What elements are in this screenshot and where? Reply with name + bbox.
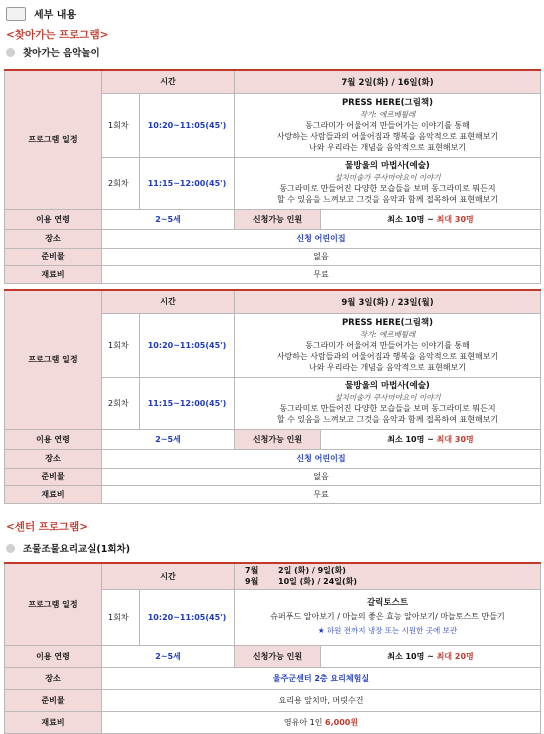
- capacity-label: 신청가능 인원: [235, 210, 321, 229]
- bullet-dot-icon: [6, 544, 15, 553]
- capacity-cell: [235, 209, 541, 229]
- age-value: 2~5세: [102, 645, 235, 667]
- date-month: 7월: [245, 565, 259, 575]
- fee-label: 재료비: [5, 485, 102, 503]
- program-label: 프로그램 일정: [5, 563, 102, 645]
- capacity-max: 최대 30명: [436, 434, 474, 444]
- session-number: 2회차: [102, 157, 140, 209]
- session-note: [235, 624, 540, 638]
- star-icon: ★: [317, 626, 325, 635]
- session-time: 10:20~11:05(45'): [140, 589, 235, 645]
- session-title: 물방울의 마법사(예술): [345, 161, 430, 171]
- session-number: 1회차: [102, 93, 140, 157]
- prep-value: 없음: [102, 248, 541, 265]
- place-label: 장소: [5, 449, 102, 468]
- age-value: 2~5세: [102, 429, 235, 449]
- program-table-september: [4, 289, 541, 504]
- fee-prefix: 영유아 1인: [283, 717, 323, 727]
- session-title: PRESS HERE(그림책): [341, 97, 434, 108]
- capacity-min: 최소 10명 ~: [387, 214, 434, 224]
- place-value: 신청 어린이집: [102, 229, 541, 248]
- session-title: 물방울의 마법사(예술): [345, 381, 430, 391]
- session-description: [235, 313, 541, 377]
- capacity-value: [321, 210, 540, 229]
- time-header: 시간: [102, 70, 235, 93]
- prep-value: 없음: [102, 468, 541, 485]
- date-list: [235, 563, 541, 589]
- session-line: 할 수 있음을 느껴보고 그것을 음악과 함께 접목하여 표현해보기: [276, 195, 499, 204]
- session-line: 동그라미가 어울어져 만들어가는 이야기를 통해: [305, 340, 470, 350]
- session-line: 사랑하는 사람들과의 어울어짐과 행복을 음악적으로 표현해보기: [276, 351, 499, 361]
- date-month: 9월: [245, 577, 259, 587]
- session-line: 슈퍼푸드 알아보기 / 마늘의 좋은 효능 알아보기/ 마늘토스트 만들기: [270, 612, 505, 621]
- capacity-label: 신청가능 인원: [235, 646, 321, 667]
- session-description: [235, 157, 541, 209]
- date-row: [245, 565, 540, 577]
- prep-value: 요리용 앞치마, 머릿수건: [102, 689, 541, 711]
- age-label: 이용 연령: [5, 645, 102, 667]
- place-label: 장소: [5, 667, 102, 689]
- date-header: 7월 2일(화) / 16일(화): [235, 70, 541, 93]
- section2-title: <센터 프로그램>: [6, 521, 89, 533]
- place-value: 신청 어린이집: [102, 449, 541, 468]
- section2-subtitle: [6, 541, 130, 555]
- fee-value: 무료: [102, 485, 541, 503]
- capacity-label: 신청가능 인원: [235, 430, 321, 449]
- date-header: 9월 3일(화) / 23일(월): [235, 290, 541, 313]
- session-author: 설치미술가 쿠사마야요이 이야기: [334, 393, 441, 402]
- date-days: 2일 (화) / 9일(화): [278, 565, 346, 575]
- session-number: 2회차: [102, 377, 140, 429]
- fee-value: 무료: [102, 265, 541, 283]
- session-description: [235, 377, 541, 429]
- place-value: 울주군센터 2층 요리체험실: [102, 667, 541, 689]
- session-line: 동그라미로 만들어진 다양한 모습들을 보며 동그라미로 뭐든지: [279, 404, 496, 413]
- section2-subtitle-text: 조물조물요리교실(1회차): [23, 544, 131, 555]
- capacity-value: [321, 430, 540, 449]
- program-table-july: [4, 69, 541, 284]
- section1-title: <찾아가는 프로그램>: [6, 29, 109, 41]
- age-label: 이용 연령: [5, 429, 102, 449]
- session-author: 작가: 에르베튈레: [359, 109, 416, 119]
- place-label: 장소: [5, 229, 102, 248]
- session-author: 작가: 에르베튈레: [359, 329, 416, 339]
- prep-label: 준비물: [5, 689, 102, 711]
- session-time: 11:15~12:00(45'): [140, 377, 235, 429]
- session-number: 1회차: [102, 589, 140, 645]
- capacity-cell: [235, 645, 541, 667]
- details-header-title: 세부 내용: [34, 10, 77, 21]
- time-header: 시간: [102, 563, 235, 589]
- capacity-value: [321, 646, 540, 667]
- details-header: [6, 6, 76, 21]
- date-days: 10일 (화) / 24일(화): [278, 577, 358, 587]
- session-line: 할 수 있음을 느껴보고 그것을 음악과 함께 접목하여 표현해보기: [276, 415, 499, 424]
- session-line: 나와 우리라는 개념을 음악적으로 표현해보기: [308, 142, 466, 152]
- session-line: 동그라미로 만들어진 다양한 모습들을 보며 동그라미로 뭐든지: [279, 184, 496, 193]
- session-title: 갈릭토스트: [366, 598, 409, 608]
- session-line: 사랑하는 사람들과의 어울어짐과 행복을 음악적으로 표현해보기: [276, 131, 499, 141]
- bullet-dot-icon: [6, 48, 15, 57]
- session-description: [235, 589, 541, 645]
- prep-label: 준비물: [5, 468, 102, 485]
- session-description: [235, 93, 541, 157]
- header-box-icon: [6, 7, 26, 21]
- capacity-cell: [235, 429, 541, 449]
- fee-label: 재료비: [5, 265, 102, 283]
- session-note-text: 하원 전까지 냉장 또는 시원한 곳에 보관: [326, 626, 458, 635]
- session-time: 11:15~12:00(45'): [140, 157, 235, 209]
- time-header: 시간: [102, 290, 235, 313]
- session-line: 나와 우리라는 개념을 음악적으로 표현해보기: [308, 362, 466, 372]
- capacity-max: 최대 30명: [436, 214, 474, 224]
- session-author: 설치미술가 쿠사마야요이 이야기: [334, 173, 441, 182]
- prep-label: 준비물: [5, 248, 102, 265]
- program-label: 프로그램 일정: [5, 70, 102, 209]
- section1-subtitle-text: 찾아가는 음악놀이: [23, 48, 100, 59]
- age-value: 2~5세: [102, 209, 235, 229]
- capacity-min: 최소 10명 ~: [387, 434, 434, 444]
- fee-value: [102, 711, 541, 733]
- capacity-min: 최소 10명 ~: [387, 651, 434, 661]
- session-time: 10:20~11:05(45'): [140, 313, 235, 377]
- fee-label: 재료비: [5, 711, 102, 733]
- session-number: 1회차: [102, 313, 140, 377]
- center-program-table: [4, 562, 541, 734]
- fee-amount: 6,000원: [325, 717, 359, 727]
- date-row: [245, 576, 540, 588]
- capacity-max: 최대 20명: [436, 651, 474, 661]
- session-line: 동그라미가 어울어져 만들어가는 이야기를 통해: [305, 120, 470, 130]
- session-title: PRESS HERE(그림책): [341, 317, 434, 328]
- session-time: 10:20~11:05(45'): [140, 93, 235, 157]
- program-label: 프로그램 일정: [5, 290, 102, 429]
- age-label: 이용 연령: [5, 209, 102, 229]
- section1-subtitle: [6, 45, 100, 59]
